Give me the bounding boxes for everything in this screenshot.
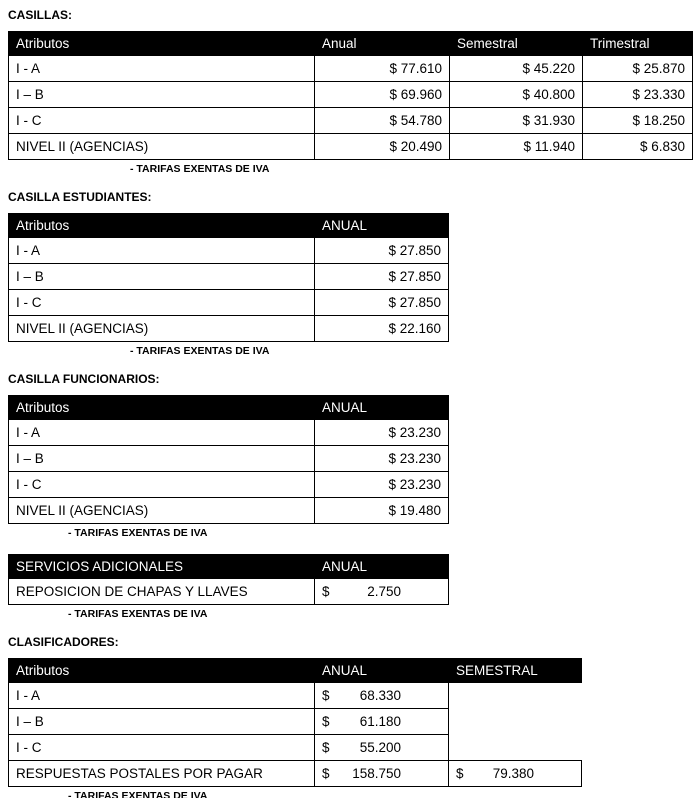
table-header-row (9, 396, 449, 420)
row-label-cell: I – B (9, 709, 315, 735)
column-header-trimestral: Trimestral (583, 32, 693, 56)
column-header-servicios: SERVICIOS ADICIONALES (9, 555, 315, 579)
price-cell (449, 761, 582, 787)
table-row (9, 761, 582, 787)
table-header-row (9, 32, 693, 56)
row-label-cell: NIVEL II (AGENCIAS) (9, 498, 315, 524)
table-row (9, 316, 449, 342)
note-tarifas-exentas: - TARIFAS EXENTAS DE IVA (130, 345, 270, 357)
currency-symbol: $ (456, 766, 464, 781)
table-row (9, 108, 693, 134)
tariff-table-casillas (8, 31, 693, 160)
empty-cell (449, 735, 582, 761)
amount-value: 2.750 (367, 584, 401, 599)
column-header-atributos: Atributos (9, 214, 315, 238)
price-cell (315, 579, 449, 605)
price-cell (315, 761, 449, 787)
currency-symbol: $ (322, 766, 330, 781)
price-cell: $ 69.960 (315, 82, 450, 108)
amount-value: 158.750 (352, 766, 401, 781)
table-row (9, 498, 449, 524)
table-row (9, 735, 582, 761)
table-row (9, 579, 449, 605)
row-label-cell: I - C (9, 108, 315, 134)
price-cell (315, 735, 449, 761)
amount-value: 79.380 (492, 766, 534, 781)
table-header-row (9, 659, 582, 683)
row-label-cell: I - A (9, 420, 315, 446)
section-casillas (8, 8, 692, 175)
column-header-anual: ANUAL (315, 555, 449, 579)
row-label-cell: RESPUESTAS POSTALES POR PAGAR (9, 761, 315, 787)
column-header-atributos: Atributos (9, 32, 315, 56)
price-cell: $ 54.780 (315, 108, 450, 134)
row-label-cell: I - C (9, 735, 315, 761)
empty-cell (449, 709, 582, 735)
currency-symbol: $ (322, 740, 330, 755)
row-label-cell: I – B (9, 82, 315, 108)
price-cell: $ 6.830 (583, 134, 693, 160)
table-row (9, 134, 693, 160)
row-label-cell: I - A (9, 56, 315, 82)
price-cell: $ 23.230 (315, 420, 449, 446)
price-cell: $ 45.220 (450, 56, 583, 82)
price-cell: $ 19.480 (315, 498, 449, 524)
table-row (9, 56, 693, 82)
price-cell: $ 27.850 (315, 264, 449, 290)
price-cell: $ 31.930 (450, 108, 583, 134)
price-cell: $ 23.230 (315, 446, 449, 472)
price-cell: $ 23.330 (583, 82, 693, 108)
price-split (322, 584, 441, 599)
price-cell: $ 40.800 (450, 82, 583, 108)
section-heading-casillas: CASILLAS: (8, 8, 72, 22)
table-header-row (9, 555, 449, 579)
price-cell: $ 22.160 (315, 316, 449, 342)
column-header-atributos: Atributos (9, 396, 315, 420)
row-label-cell: I - A (9, 683, 315, 709)
tariff-table-funcionarios (8, 395, 449, 524)
row-label-cell: I - A (9, 238, 315, 264)
row-label-cell: I – B (9, 446, 315, 472)
note-tarifas-exentas: - TARIFAS EXENTAS DE IVA (68, 527, 208, 539)
price-cell: $ 18.250 (583, 108, 693, 134)
price-split (322, 714, 441, 729)
section-heading-clasificadores: CLASIFICADORES: (8, 635, 119, 649)
table-row (9, 264, 449, 290)
section-servicios-adicionales (8, 554, 692, 620)
price-split (322, 688, 441, 703)
row-label-cell: I – B (9, 264, 315, 290)
amount-value: 61.180 (359, 714, 401, 729)
section-casilla-funcionarios (8, 372, 692, 539)
price-cell: $ 77.610 (315, 56, 450, 82)
note-tarifas-exentas: - TARIFAS EXENTAS DE IVA (130, 163, 270, 175)
price-cell: $ 25.870 (583, 56, 693, 82)
row-label-cell: REPOSICION DE CHAPAS Y LLAVES (9, 579, 315, 605)
tariff-table-servicios (8, 554, 449, 605)
section-heading-estudiantes: CASILLA ESTUDIANTES: (8, 190, 152, 204)
section-heading-funcionarios: CASILLA FUNCIONARIOS: (8, 372, 160, 386)
price-cell: $ 27.850 (315, 290, 449, 316)
table-header-row (9, 214, 449, 238)
table-row (9, 420, 449, 446)
column-header-semestral: SEMESTRAL (449, 659, 582, 683)
table-row (9, 683, 582, 709)
row-label-cell: I - C (9, 290, 315, 316)
section-casilla-estudiantes (8, 190, 692, 357)
row-label-cell: NIVEL II (AGENCIAS) (9, 134, 315, 160)
price-cell (315, 709, 449, 735)
tariff-table-clasificadores (8, 658, 582, 787)
currency-symbol: $ (322, 584, 330, 599)
column-header-anual: ANUAL (315, 214, 449, 238)
price-cell: $ 20.490 (315, 134, 450, 160)
column-header-anual: Anual (315, 32, 450, 56)
column-header-anual: ANUAL (315, 396, 449, 420)
amount-value: 68.330 (359, 688, 401, 703)
table-row (9, 238, 449, 264)
note-tarifas-exentas: - TARIFAS EXENTAS DE IVA (68, 608, 208, 620)
table-row (9, 472, 449, 498)
note-tarifas-exentas: - TARIFAS EXENTAS DE IVA (68, 790, 208, 798)
price-cell: $ 11.940 (450, 134, 583, 160)
price-split (322, 766, 441, 781)
price-split (456, 766, 574, 781)
empty-cell (449, 683, 582, 709)
row-label-cell: NIVEL II (AGENCIAS) (9, 316, 315, 342)
table-row (9, 82, 693, 108)
currency-symbol: $ (322, 688, 330, 703)
table-row (9, 709, 582, 735)
price-cell (315, 683, 449, 709)
amount-value: 55.200 (359, 740, 401, 755)
table-row (9, 290, 449, 316)
column-header-atributos: Atributos (9, 659, 315, 683)
price-split (322, 740, 441, 755)
row-label-cell: I - C (9, 472, 315, 498)
price-cell: $ 27.850 (315, 238, 449, 264)
section-clasificadores (8, 635, 692, 798)
column-header-anual: ANUAL (315, 659, 449, 683)
table-row (9, 446, 449, 472)
column-header-semestral: Semestral (450, 32, 583, 56)
price-cell: $ 23.230 (315, 472, 449, 498)
tariff-table-estudiantes (8, 213, 449, 342)
currency-symbol: $ (322, 714, 330, 729)
